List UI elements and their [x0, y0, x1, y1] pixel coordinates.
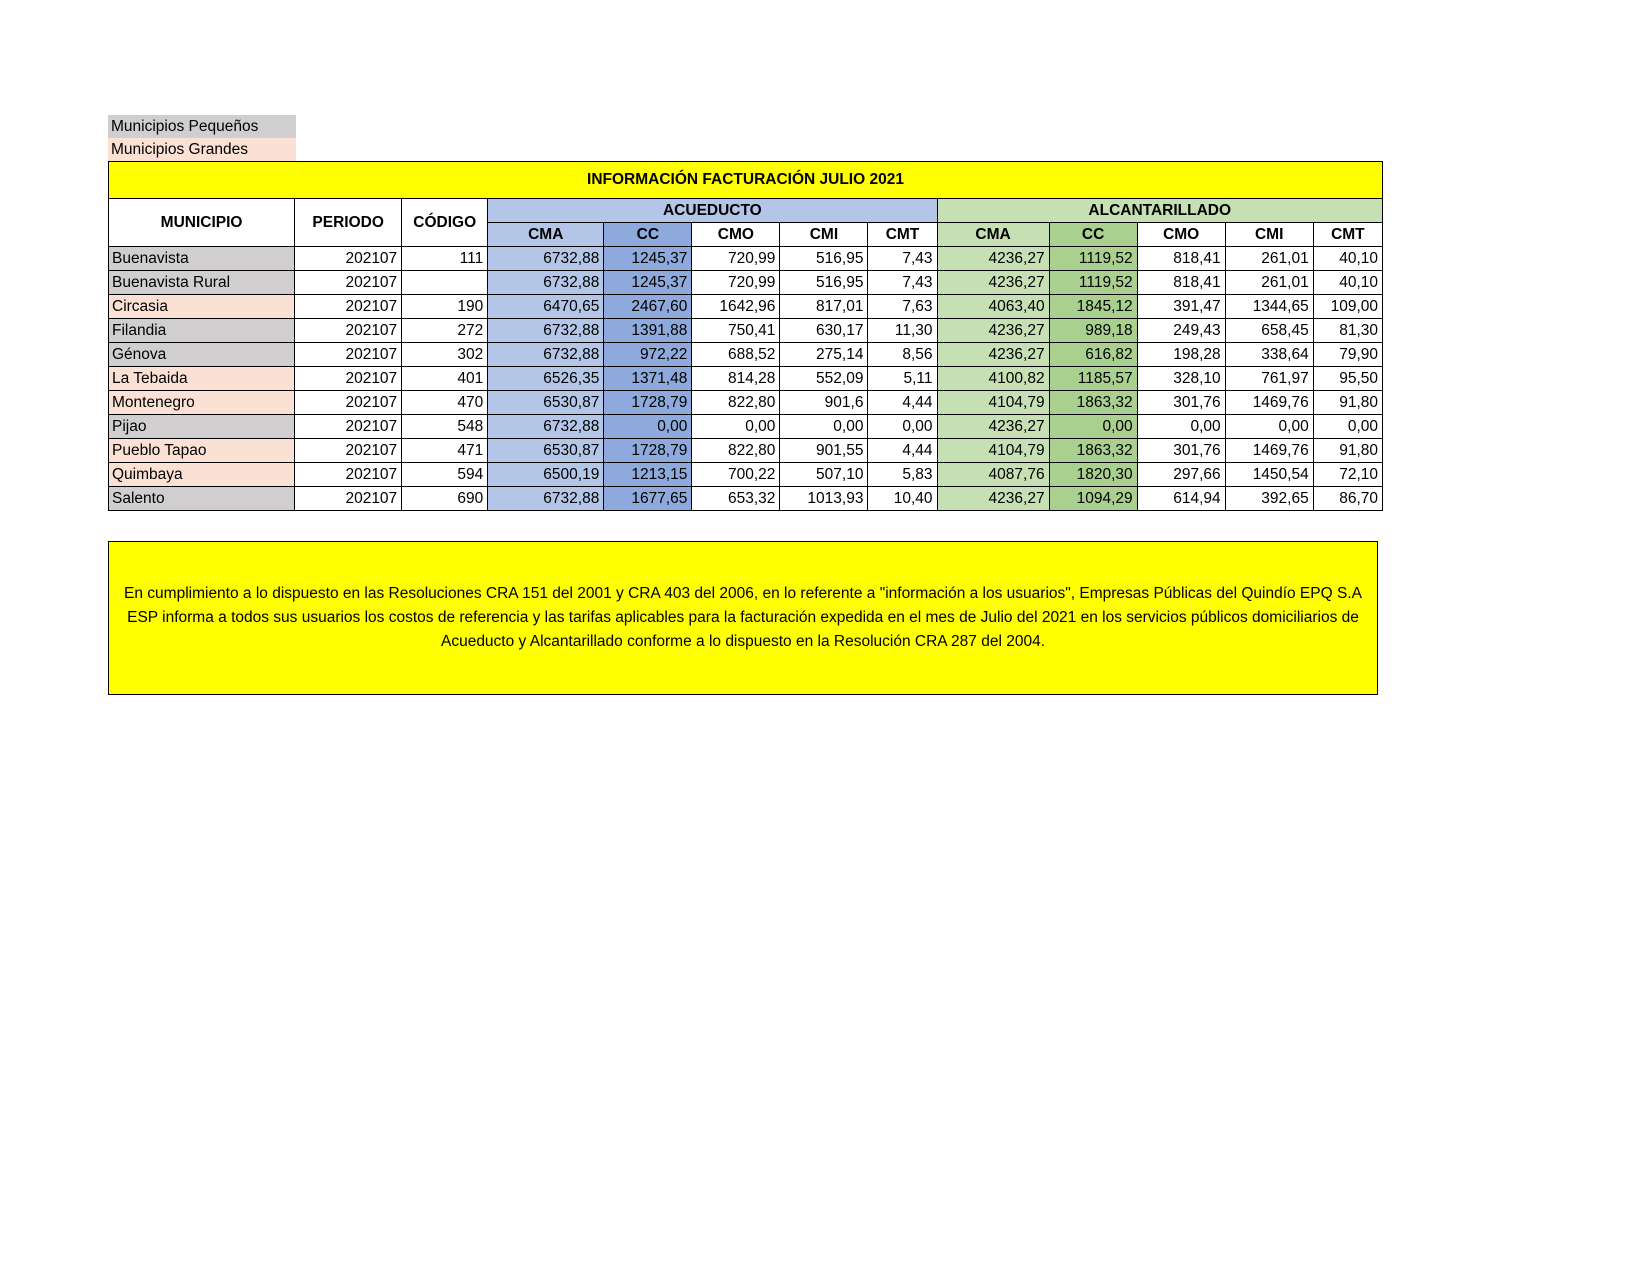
cell-acu-cmi: 1013,93 — [780, 487, 868, 511]
cell-acu-cmi: 275,14 — [780, 343, 868, 367]
cell-acu-cmo: 822,80 — [692, 439, 780, 463]
cell-alc-cmi: 0,00 — [1225, 415, 1313, 439]
cell-municipio: Pueblo Tapao — [109, 439, 295, 463]
cell-acu-cc: 1677,65 — [604, 487, 692, 511]
cell-acu-cma: 6732,88 — [488, 319, 604, 343]
header-alc-cmt: CMT — [1313, 223, 1382, 247]
cell-alc-cmt: 95,50 — [1313, 367, 1382, 391]
header-alcantarillado: ALCANTARILLADO — [937, 199, 1383, 223]
cell-acu-cma: 6732,88 — [488, 487, 604, 511]
table-row — [109, 415, 1383, 439]
table-title: INFORMACIÓN FACTURACIÓN JULIO 2021 — [109, 162, 1383, 199]
cell-alc-cmo: 198,28 — [1137, 343, 1225, 367]
cell-alc-cc: 1863,32 — [1049, 439, 1137, 463]
header-acueducto: ACUEDUCTO — [488, 199, 937, 223]
cell-alc-cmt: 91,80 — [1313, 391, 1382, 415]
header-periodo: PERIODO — [295, 199, 402, 247]
cell-alc-cmi: 1450,54 — [1225, 463, 1313, 487]
cell-periodo: 202107 — [295, 487, 402, 511]
cell-acu-cmt: 5,83 — [868, 463, 937, 487]
cell-acu-cc: 1245,37 — [604, 247, 692, 271]
table-row — [109, 367, 1383, 391]
cell-municipio: Buenavista — [109, 247, 295, 271]
cell-alc-cmo: 614,94 — [1137, 487, 1225, 511]
cell-acu-cma: 6732,88 — [488, 247, 604, 271]
cell-codigo: 690 — [402, 487, 488, 511]
cell-alc-cmo: 818,41 — [1137, 271, 1225, 295]
table-row — [109, 271, 1383, 295]
header-alc-cmi: CMI — [1225, 223, 1313, 247]
cell-alc-cc: 1094,29 — [1049, 487, 1137, 511]
cell-municipio: Génova — [109, 343, 295, 367]
cell-periodo: 202107 — [295, 391, 402, 415]
cell-codigo: 272 — [402, 319, 488, 343]
cell-acu-cmi: 630,17 — [780, 319, 868, 343]
cell-codigo: 470 — [402, 391, 488, 415]
cell-acu-cma: 6470,65 — [488, 295, 604, 319]
cell-alc-cmo: 391,47 — [1137, 295, 1225, 319]
cell-alc-cmt: 0,00 — [1313, 415, 1382, 439]
cell-alc-cmt: 91,80 — [1313, 439, 1382, 463]
cell-periodo: 202107 — [295, 343, 402, 367]
cell-acu-cc: 1728,79 — [604, 391, 692, 415]
header-alc-cma: CMA — [937, 223, 1049, 247]
cell-acu-cma: 6732,88 — [488, 271, 604, 295]
header-acu-cmt: CMT — [868, 223, 937, 247]
cell-codigo: 401 — [402, 367, 488, 391]
cell-alc-cmo: 297,66 — [1137, 463, 1225, 487]
cell-alc-cc: 0,00 — [1049, 415, 1137, 439]
cell-acu-cmt: 10,40 — [868, 487, 937, 511]
cell-acu-cc: 2467,60 — [604, 295, 692, 319]
header-codigo: CÓDIGO — [402, 199, 488, 247]
cell-alc-cma: 4236,27 — [937, 415, 1049, 439]
cell-alc-cmo: 301,76 — [1137, 439, 1225, 463]
cell-alc-cc: 1845,12 — [1049, 295, 1137, 319]
cell-acu-cma: 6530,87 — [488, 439, 604, 463]
cell-acu-cmo: 653,32 — [692, 487, 780, 511]
cell-municipio: Montenegro — [109, 391, 295, 415]
cell-acu-cmt: 7,63 — [868, 295, 937, 319]
table-row — [109, 391, 1383, 415]
cell-acu-cmt: 4,44 — [868, 391, 937, 415]
table-row — [109, 487, 1383, 511]
cell-municipio: La Tebaida — [109, 367, 295, 391]
cell-alc-cmt: 40,10 — [1313, 271, 1382, 295]
cell-acu-cmo: 720,99 — [692, 247, 780, 271]
header-acu-cma: CMA — [488, 223, 604, 247]
cell-municipio: Circasia — [109, 295, 295, 319]
cell-acu-cma: 6530,87 — [488, 391, 604, 415]
table-row — [109, 319, 1383, 343]
cell-alc-cma: 4087,76 — [937, 463, 1049, 487]
cell-periodo: 202107 — [295, 439, 402, 463]
cell-alc-cmo: 0,00 — [1137, 415, 1225, 439]
cell-alc-cma: 4104,79 — [937, 391, 1049, 415]
cell-alc-cmo: 818,41 — [1137, 247, 1225, 271]
header-acu-cmo: CMO — [692, 223, 780, 247]
cell-acu-cc: 972,22 — [604, 343, 692, 367]
cell-municipio: Filandia — [109, 319, 295, 343]
cell-periodo: 202107 — [295, 247, 402, 271]
cell-alc-cmo: 249,43 — [1137, 319, 1225, 343]
cell-municipio: Buenavista Rural — [109, 271, 295, 295]
cell-acu-cmi: 507,10 — [780, 463, 868, 487]
cell-periodo: 202107 — [295, 319, 402, 343]
cell-alc-cma: 4236,27 — [937, 271, 1049, 295]
cell-acu-cmt: 7,43 — [868, 271, 937, 295]
cell-codigo — [402, 271, 488, 295]
cell-alc-cmi: 338,64 — [1225, 343, 1313, 367]
legend-big-municipalities: Municipios Grandes — [108, 138, 296, 161]
cell-codigo: 548 — [402, 415, 488, 439]
table-row — [109, 295, 1383, 319]
cell-acu-cmo: 750,41 — [692, 319, 780, 343]
cell-acu-cc: 1213,15 — [604, 463, 692, 487]
cell-acu-cma: 6732,88 — [488, 415, 604, 439]
cell-acu-cc: 1728,79 — [604, 439, 692, 463]
cell-alc-cma: 4236,27 — [937, 487, 1049, 511]
cell-acu-cc: 1391,88 — [604, 319, 692, 343]
cell-alc-cmt: 81,30 — [1313, 319, 1382, 343]
cell-alc-cc: 616,82 — [1049, 343, 1137, 367]
cell-acu-cc: 1245,37 — [604, 271, 692, 295]
cell-acu-cmt: 4,44 — [868, 439, 937, 463]
cell-acu-cmi: 901,55 — [780, 439, 868, 463]
cell-acu-cma: 6500,19 — [488, 463, 604, 487]
table-row — [109, 247, 1383, 271]
cell-alc-cc: 1185,57 — [1049, 367, 1137, 391]
cell-municipio: Pijao — [109, 415, 295, 439]
cell-alc-cmi: 261,01 — [1225, 271, 1313, 295]
cell-alc-cma: 4236,27 — [937, 343, 1049, 367]
cell-municipio: Salento — [109, 487, 295, 511]
cell-municipio: Quimbaya — [109, 463, 295, 487]
cell-acu-cmo: 720,99 — [692, 271, 780, 295]
cell-codigo: 302 — [402, 343, 488, 367]
cell-alc-cmi: 392,65 — [1225, 487, 1313, 511]
cell-acu-cmi: 516,95 — [780, 271, 868, 295]
cell-alc-cmi: 1469,76 — [1225, 391, 1313, 415]
cell-acu-cmo: 1642,96 — [692, 295, 780, 319]
cell-alc-cmt: 86,70 — [1313, 487, 1382, 511]
cell-alc-cma: 4236,27 — [937, 319, 1049, 343]
cell-periodo: 202107 — [295, 463, 402, 487]
table-row — [109, 463, 1383, 487]
cell-alc-cmt: 109,00 — [1313, 295, 1382, 319]
cell-acu-cmo: 814,28 — [692, 367, 780, 391]
cell-periodo: 202107 — [295, 295, 402, 319]
cell-alc-cc: 1119,52 — [1049, 247, 1137, 271]
cell-acu-cmt: 5,11 — [868, 367, 937, 391]
legend-small-municipalities: Municipios Pequeños — [108, 115, 296, 138]
cell-alc-cmi: 1469,76 — [1225, 439, 1313, 463]
cell-alc-cma: 4104,79 — [937, 439, 1049, 463]
cell-alc-cc: 1119,52 — [1049, 271, 1137, 295]
cell-acu-cmt: 7,43 — [868, 247, 937, 271]
cell-acu-cmt: 0,00 — [868, 415, 937, 439]
cell-alc-cmo: 328,10 — [1137, 367, 1225, 391]
cell-alc-cmo: 301,76 — [1137, 391, 1225, 415]
billing-table — [108, 161, 1383, 511]
cell-codigo: 111 — [402, 247, 488, 271]
cell-alc-cma: 4063,40 — [937, 295, 1049, 319]
cell-acu-cmt: 8,56 — [868, 343, 937, 367]
cell-codigo: 471 — [402, 439, 488, 463]
header-alc-cc: CC — [1049, 223, 1137, 247]
cell-acu-cc: 1371,48 — [604, 367, 692, 391]
cell-acu-cmo: 700,22 — [692, 463, 780, 487]
cell-codigo: 190 — [402, 295, 488, 319]
header-alc-cmo: CMO — [1137, 223, 1225, 247]
cell-acu-cma: 6526,35 — [488, 367, 604, 391]
cell-periodo: 202107 — [295, 271, 402, 295]
cell-alc-cc: 989,18 — [1049, 319, 1137, 343]
cell-acu-cmi: 901,6 — [780, 391, 868, 415]
cell-alc-cmi: 261,01 — [1225, 247, 1313, 271]
cell-periodo: 202107 — [295, 415, 402, 439]
cell-alc-cma: 4100,82 — [937, 367, 1049, 391]
cell-acu-cc: 0,00 — [604, 415, 692, 439]
cell-alc-cc: 1863,32 — [1049, 391, 1137, 415]
cell-alc-cmt: 40,10 — [1313, 247, 1382, 271]
cell-acu-cmo: 822,80 — [692, 391, 780, 415]
cell-alc-cmi: 761,97 — [1225, 367, 1313, 391]
cell-codigo: 594 — [402, 463, 488, 487]
table-body — [109, 247, 1383, 511]
cell-alc-cmi: 1344,65 — [1225, 295, 1313, 319]
cell-acu-cmi: 552,09 — [780, 367, 868, 391]
legend — [108, 115, 296, 161]
cell-acu-cmo: 688,52 — [692, 343, 780, 367]
cell-periodo: 202107 — [295, 367, 402, 391]
table-row — [109, 439, 1383, 463]
cell-acu-cmi: 817,01 — [780, 295, 868, 319]
cell-acu-cmi: 516,95 — [780, 247, 868, 271]
cell-alc-cma: 4236,27 — [937, 247, 1049, 271]
cell-acu-cmi: 0,00 — [780, 415, 868, 439]
cell-acu-cma: 6732,88 — [488, 343, 604, 367]
cell-alc-cmt: 72,10 — [1313, 463, 1382, 487]
header-acu-cc: CC — [604, 223, 692, 247]
notice-box — [108, 541, 1378, 695]
table-row — [109, 343, 1383, 367]
cell-acu-cmo: 0,00 — [692, 415, 780, 439]
cell-acu-cmt: 11,30 — [868, 319, 937, 343]
header-acu-cmi: CMI — [780, 223, 868, 247]
cell-alc-cc: 1820,30 — [1049, 463, 1137, 487]
cell-alc-cmi: 658,45 — [1225, 319, 1313, 343]
cell-alc-cmt: 79,90 — [1313, 343, 1382, 367]
notice-text: En cumplimiento a lo dispuesto en las Resoluciones CRA 151 del 2001 y CRA 403 del 2006, en lo referente a "información a los usuarios", Empresas Públicas del Quindío EPQ S.A ESP informa a todos sus usuarios los costos de referencia y las tarifas aplicables para la facturación expedida en el mes de Julio del 2021 en los servicios públicos domiciliarios de Acueducto y Alcantarillado conforme a lo dispuesto en la Resolución CRA 287 del 2004. — [124, 585, 1362, 650]
header-municipio: MUNICIPIO — [109, 199, 295, 247]
